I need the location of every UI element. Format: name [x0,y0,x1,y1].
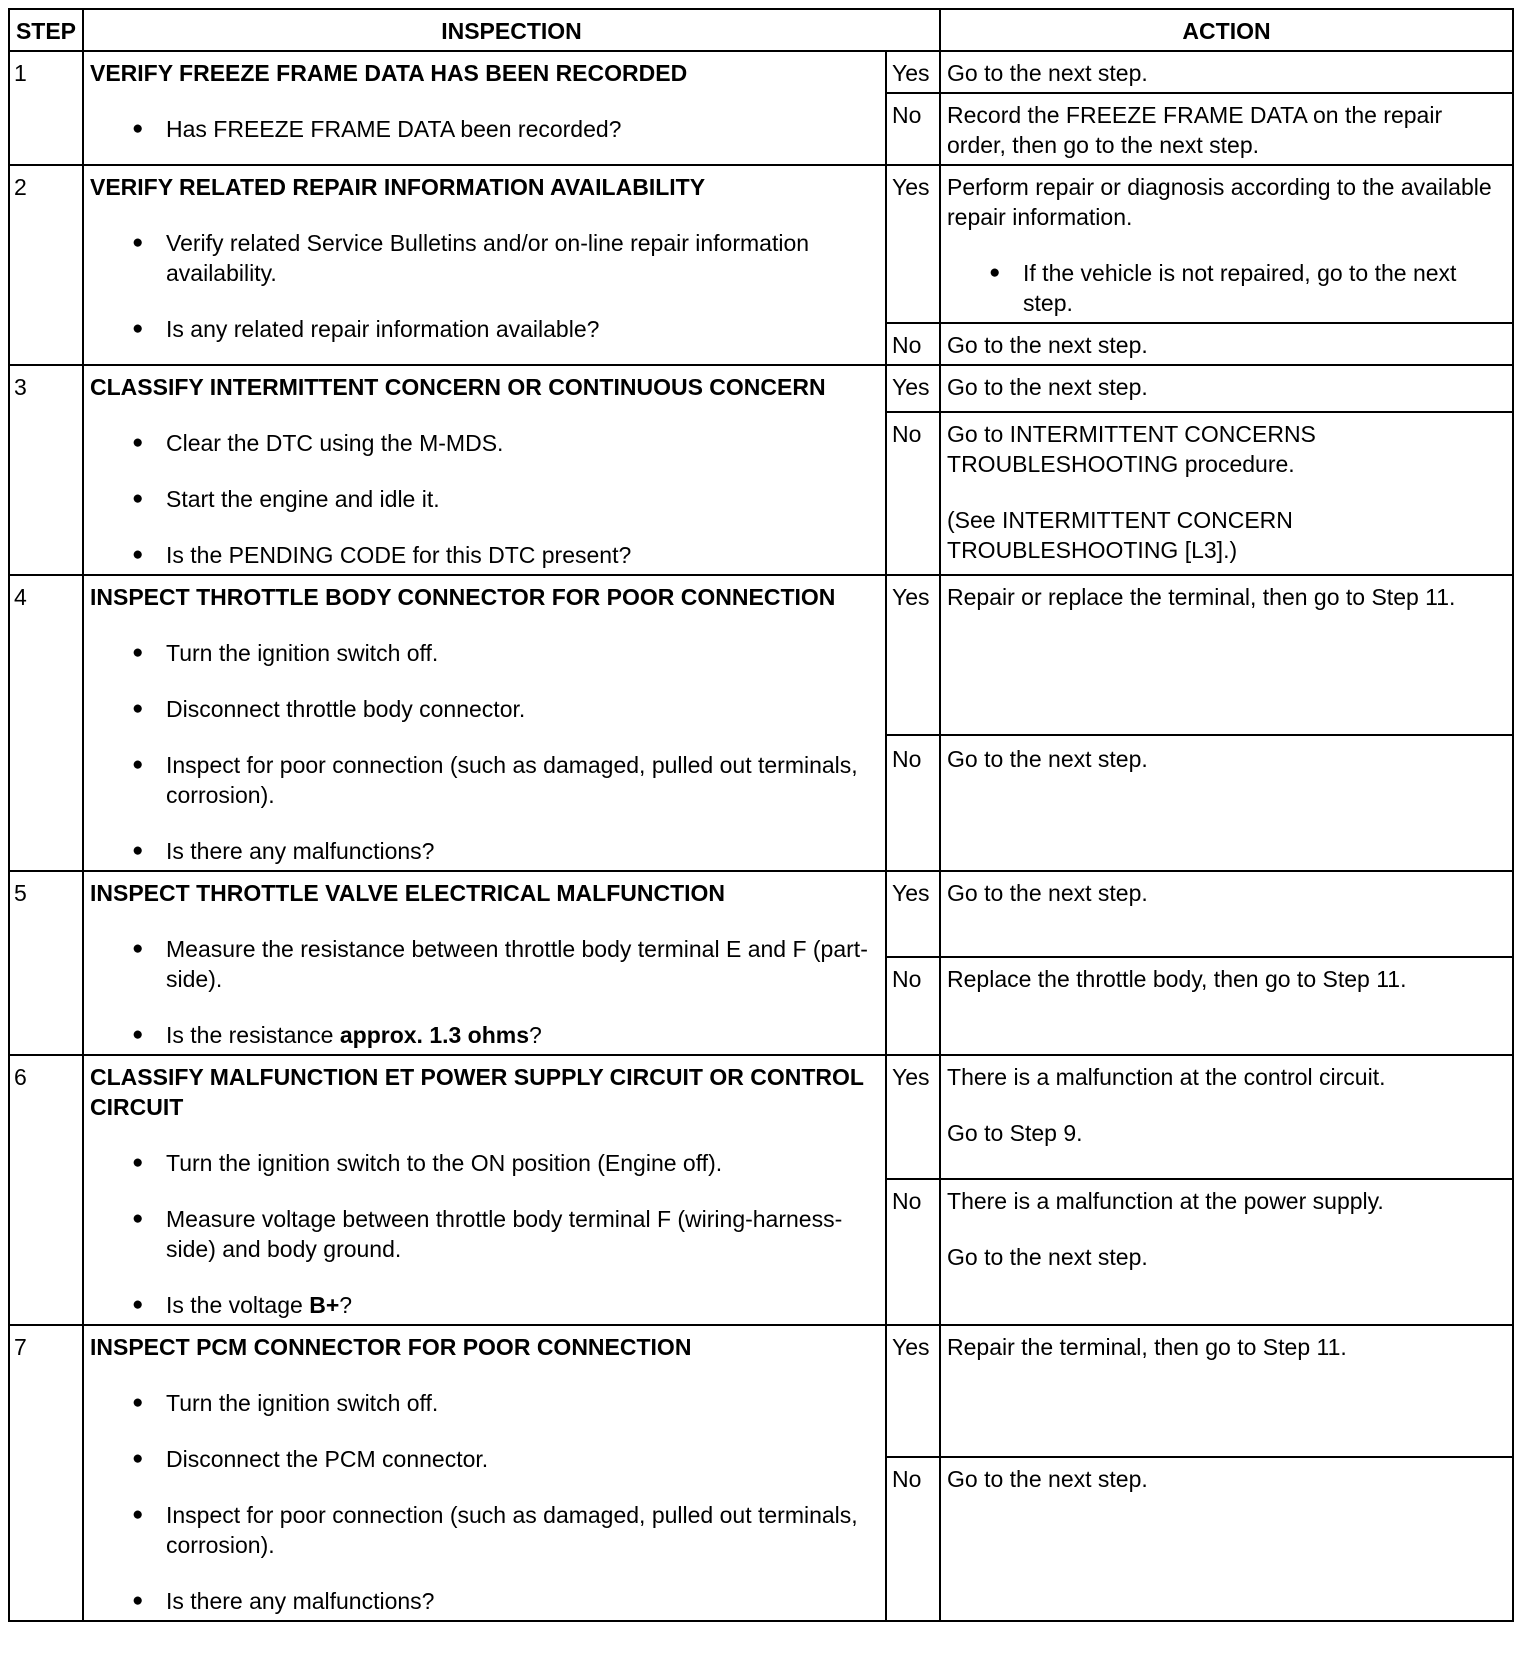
header-inspection: INSPECTION [83,9,940,51]
inspection-cell [83,365,886,575]
step-number: 7 [9,1325,83,1621]
diagnostic-procedure-table [8,8,1514,1622]
yes-action [940,1325,1513,1457]
inspection-item: ● Inspect for poor connection (such as damaged, pulled out terminals, corrosion). [90,1500,879,1560]
step-number: 4 [9,575,83,871]
inspection-list [90,114,879,144]
yes-action [940,165,1513,323]
action-subitem: ● If the vehicle is not repaired, go to the next step. [947,258,1506,318]
action-text: Go to the next step. [947,1244,1148,1270]
step-number: 3 [9,365,83,575]
inspection-cell [83,1055,886,1325]
action-text: Go to the next step. [947,746,1148,772]
yes-label: Yes [886,871,940,957]
step-title: VERIFY FREEZE FRAME DATA HAS BEEN RECORDED [90,60,688,86]
page [8,8,1512,1622]
no-action [940,412,1513,575]
action-text: Repair the terminal, then go to Step 11. [947,1334,1347,1360]
no-label: No [886,323,940,365]
yes-action [940,871,1513,957]
yes-label: Yes [886,1055,940,1179]
no-label: No [886,93,940,165]
action-text: Go to the next step. [947,1466,1148,1492]
spec-value: B+ [309,1292,340,1318]
yes-label: Yes [886,575,940,735]
step-row [9,871,1513,957]
inspection-item: ● Is the PENDING CODE for this DTC present? [90,540,879,570]
yes-label: Yes [886,51,940,93]
inspection-item [90,1290,879,1320]
inspection-item: ● Has FREEZE FRAME DATA been recorded? [90,114,879,144]
inspection-item: ● Inspect for poor connection (such as damaged, pulled out terminals, corrosion). [90,750,879,810]
header-action: ACTION [940,9,1513,51]
header-row [9,9,1513,51]
inspection-item: ● Turn the ignition switch to the ON position (Engine off). [90,1148,879,1178]
inspection-item: ● Measure the resistance between throttle body terminal E and F (part-side). [90,934,879,994]
inspection-item: ● Clear the DTC using the M-MDS. [90,428,879,458]
yes-action [940,1055,1513,1179]
step-number: 2 [9,165,83,365]
inspection-cell [83,165,886,365]
question-text: Is the voltage [166,1292,310,1318]
action-text: Go to the next step. [947,332,1148,358]
step-number: 5 [9,871,83,1055]
action-text: There is a malfunction at the control circuit. [947,1064,1386,1090]
step-title: INSPECT THROTTLE VALVE ELECTRICAL MALFUNCTION [90,880,726,906]
step-row [9,575,1513,735]
inspection-cell [83,575,886,871]
step-title: CLASSIFY MALFUNCTION ET POWER SUPPLY CIRCUIT OR CONTROL CIRCUIT [90,1064,864,1120]
inspection-item: ● Measure voltage between throttle body terminal F (wiring-harness-side) and body ground. [90,1204,879,1264]
question-mark: ? [339,1292,353,1318]
yes-label: Yes [886,165,940,323]
no-label: No [886,1457,940,1621]
step-row [9,1325,1513,1457]
inspection-item: ● Turn the ignition switch off. [90,638,879,668]
inspection-item [90,1020,879,1050]
inspection-list [90,638,879,866]
no-action [940,323,1513,365]
question-mark: ? [529,1022,542,1048]
action-text: Go to Step 9. [947,1120,1083,1146]
yes-label: Yes [886,365,940,412]
inspection-item: ● Verify related Service Bulletins and/or on-line repair information availability. [90,228,879,288]
inspection-cell [83,871,886,1055]
inspection-list [90,934,879,1050]
inspection-item: ● Disconnect the PCM connector. [90,1444,879,1474]
header-step: STEP [9,9,83,51]
step-row [9,1055,1513,1179]
inspection-list [90,428,879,570]
step-number: 6 [9,1055,83,1325]
step-title: INSPECT THROTTLE BODY CONNECTOR FOR POOR CONNECTION [90,584,836,610]
action-text: Replace the throttle body, then go to Step 11. [947,966,1407,992]
inspection-item: ● Start the engine and idle it. [90,484,879,514]
no-label: No [886,412,940,575]
inspection-item: ● Is there any malfunctions? [90,836,879,866]
action-text: Go to INTERMITTENT CONCERNS TROUBLESHOOTING procedure. [947,421,1316,477]
action-text: Go to the next step. [947,374,1148,400]
action-text: Go to the next step. [947,60,1148,86]
inspection-list [90,1388,879,1616]
yes-action [940,365,1513,412]
inspection-item: ● Is any related repair information available? [90,314,879,344]
inspection-cell [83,51,886,165]
action-text: Record the FREEZE FRAME DATA on the repair order, then go to the next step. [947,102,1443,158]
action-text: Repair or replace the terminal, then go to Step 11. [947,584,1456,610]
step-row [9,51,1513,93]
action-text: There is a malfunction at the power supply. [947,1188,1384,1214]
step-title: INSPECT PCM CONNECTOR FOR POOR CONNECTION [90,1334,692,1360]
no-label: No [886,957,940,1055]
no-label: No [886,1179,940,1325]
yes-action [940,575,1513,735]
yes-label: Yes [886,1325,940,1457]
inspection-list [90,228,879,344]
inspection-item: ● Disconnect throttle body connector. [90,694,879,724]
step-title: CLASSIFY INTERMITTENT CONCERN OR CONTINUOUS CONCERN [90,374,826,400]
no-action [940,1457,1513,1621]
step-row [9,165,1513,323]
action-sublist [947,258,1506,318]
inspection-list [90,1148,879,1320]
no-action [940,93,1513,165]
action-text: Perform repair or diagnosis according to the available repair information. [947,174,1492,230]
action-text: (See INTERMITTENT CONCERN TROUBLESHOOTING [L3].) [947,507,1293,563]
no-label: No [886,735,940,871]
action-text: Go to the next step. [947,880,1148,906]
yes-action [940,51,1513,93]
step-row [9,365,1513,412]
no-action [940,735,1513,871]
inspection-cell [83,1325,886,1621]
question-text: Is the resistance [166,1022,340,1048]
inspection-item: ● Is there any malfunctions? [90,1586,879,1616]
no-action [940,957,1513,1055]
step-number: 1 [9,51,83,165]
spec-value: approx. 1.3 ohms [339,1022,530,1048]
inspection-item: ● Turn the ignition switch off. [90,1388,879,1418]
no-action [940,1179,1513,1325]
step-title: VERIFY RELATED REPAIR INFORMATION AVAILABILITY [90,174,706,200]
